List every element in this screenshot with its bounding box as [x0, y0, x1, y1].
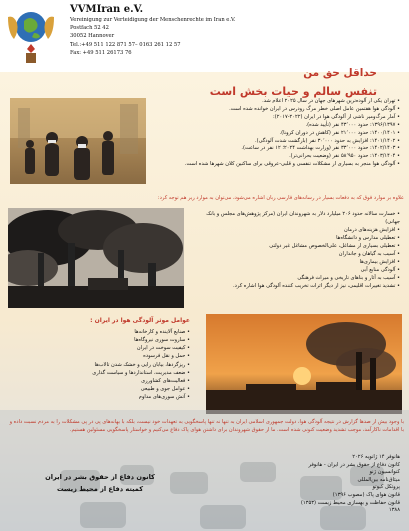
- list-item: • تعطیلی بسیاری از مشاغل، علی‌الخصوص مشاغل غیر دولتی: [190, 242, 400, 250]
- header: [0, 0, 409, 72]
- list-item: • آلودگی هوا هفتمین عامل اصلی خطر مرگ زودرس در ایران خوانده شده است.: [150, 106, 400, 114]
- list-item: • ۱۴۰۳/۱۴۰۴: حدود ۵۸٬۹۵۰ نفر (وضعیت بحرانی‌تر).: [150, 153, 400, 161]
- list-item: • فعالیت‌های کشاورزی: [10, 377, 190, 385]
- list-item: • حمل و نقل فرسوده: [10, 352, 190, 360]
- stats-list: [150, 98, 400, 169]
- list-item: • ۱۴۰۰/۱۴۰۱: حدود ۲۱٬۰۰۰ نفر (کاهش در دوران کرونا).: [150, 130, 400, 138]
- list-item: • ریزگردها، بیابان زایی و خشک شدن تالاب‌ها: [10, 361, 190, 369]
- list-item: • ۱۴۰۱/۱۴۰۲: افزایش به حدود ۳۰٬۰۰۰ نفر (بازگشت شدت آلودگی).: [150, 138, 400, 146]
- list-item: • تهران یکی از آلوده‌ترین شهرهای جهان در سال ۲۰۲۵ اعلام شد.: [150, 98, 400, 106]
- list-item: • تشدید تغییرات اقلیمی، نیز از دیگر اثرات تخریب کننده آلودگی هوا اشاره کرد.: [190, 282, 400, 290]
- signature-block-right: [230, 454, 400, 515]
- smog-street-photo: [10, 98, 146, 184]
- list-item: • افزایش هزینه‌های درمان: [190, 226, 400, 234]
- signature-line: پروتکل کیوتو: [372, 484, 400, 491]
- closing-note: با وجود بیش از صدها گزارش در نتیجه آلودگی هوا، دولت جمهوری اسلامی ایران به تنها نه تنها پاسخگویی به تعهدات خود نیست، بلکه با بهانه‌های پی در پی مشکلات را به مردم نسبت داده و با اقدامات ناکارآمد، موجب تشدید وضعیت کنونی شده است. ما از حقوق شهروندان برای داشتن هوای پاک دفاع می‌کنیم و خواستار پاسخگویی مسئولین هستیم.: [9, 419, 404, 433]
- intro-note: علاوه بر موارد فوق که به دفعات بسیار در رسانه‌های فارسی زبان اشاره می‌شود، می‌توان به موارد زیر هم توجه کرد:: [157, 195, 404, 201]
- org-fax: Fax: +49 511 26173 76: [70, 49, 132, 56]
- org-name: VVMIran e.V.: [70, 4, 144, 15]
- signature-line: کنوانسیون ژنو: [369, 469, 400, 476]
- organization-logo: [4, 3, 58, 65]
- organization-info: [70, 4, 370, 57]
- list-item: • آمار مرگ‌ومیر ناشی از آلودگی هوا در ایران (۲۰۲۲-۲۰۱۷):: [150, 114, 400, 122]
- signature-org: کمیته دفاع از محیط زیست: [56, 485, 144, 493]
- list-item: • ۱۳۹۶/۱۳۹۷: حدود ۴۳٬۰۰۰ نفر (تأیید شده).: [150, 122, 400, 130]
- signature-org: کانون دفاع از حقوق بشر در ایران: [45, 473, 155, 481]
- list-item: • افزایش بیماری‌ها: [190, 258, 400, 266]
- causes-title: عوامل موثر آلودگی هوا در ایران :: [90, 317, 190, 324]
- org-city: 30052 Hannover: [70, 33, 115, 40]
- list-item: • عوامل جوی و طبیعی: [10, 385, 190, 393]
- sub-title: تنفس سالم و حیات بخش است: [209, 85, 377, 98]
- list-item: • تعطیلی مدارس و دانشگاه‌ها: [190, 234, 400, 242]
- signature-line: قانون هوای پاک (مصوب ۱۳۹۶): [332, 491, 400, 498]
- industrial-smoke-photo: [8, 208, 184, 308]
- list-item: • ضعف مدیریت، استانداردها و سیاست گذاری: [10, 369, 190, 377]
- main-title: حداقل حق من: [303, 67, 377, 79]
- org-postfach: Postfach 52 42: [70, 25, 109, 32]
- factory-sunset-photo: [206, 314, 402, 414]
- list-item: • صنایع آلاینده و کارخانه‌ها: [10, 328, 190, 336]
- signature-line: ۱۳۸۸: [388, 507, 400, 514]
- list-item: • آلودگی هوا منجر به بسیاری از مشکلات تنفسی و قلبی-عروقی برای ساکنین کلان شهرها شده است.: [150, 161, 400, 169]
- org-subtitle: Vereinigung zur Verteidigung der Menschenrechte im Iran e.V.: [70, 17, 236, 23]
- signature-line: هانوفر ۱۴ ژانویه ۲۰۲۶: [352, 454, 400, 460]
- list-item: • آسیب به گیاهان و جانداران: [190, 250, 400, 258]
- list-item: • ۱۴۰۲/۱۴۰۳: حدود ۳۳٬۰۰۰ نفر (وزارت بهداشت ۲۰۲۴؛ ۱۲ نفر در ساعت).: [150, 145, 400, 153]
- list-item: • سازوت سوزی نیروگاه‌ها: [10, 336, 190, 344]
- signature-line: کانون دفاع از حقوق بشر در ایران - هانوفر: [308, 461, 400, 468]
- list-item: • خسارت سالانه حدود ۲۰۶ میلیارد دلار به شهروندان ایران (مرکز پژوهش‌های مجلس و بانک جهانی): [190, 210, 400, 226]
- effects-list: [190, 210, 400, 290]
- causes-list: [10, 328, 190, 401]
- signature-block-left: [20, 471, 180, 495]
- signature-line: قانون حفاظت و بهسازی محیط زیست (۱۳۵۳): [300, 499, 400, 506]
- list-item: • آلودگی منابع آبی: [190, 266, 400, 274]
- list-item: • آتش سوزی‌های مداوم: [10, 393, 190, 401]
- list-item: • آسیب به آثار و بناهای تاریخی و میراث فرهنگی: [190, 274, 400, 282]
- signature-line: میثاق‌نامه بین‌المللی: [357, 476, 400, 483]
- org-tel: Tel.:+49 511 122 871 57– 0163 261 12 57: [70, 41, 181, 48]
- list-item: • کیفیت سوخت در ایران: [10, 344, 190, 352]
